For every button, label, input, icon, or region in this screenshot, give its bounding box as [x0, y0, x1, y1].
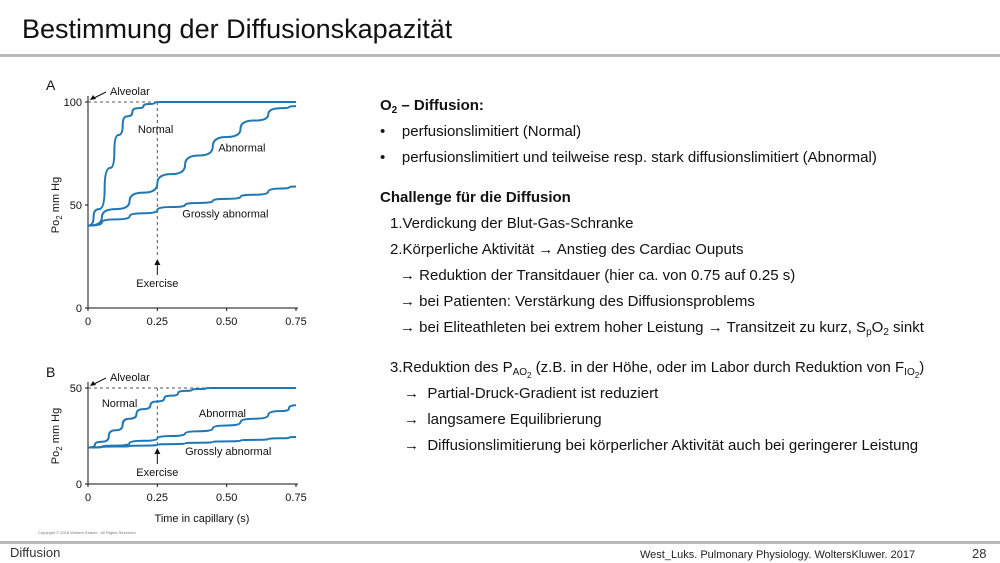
challenge-item-3: 3.Reduktion des $P_{AO_2}$ (z.B. in der Höhe, oder im Labor durch Reduktion von $F_{IO_2}$) [390, 359, 925, 380]
challenge-item-2: 2.Körperliche Aktivität → Anstieg des Cardiac Ouputs [390, 241, 744, 258]
arrow-icon: → [707, 319, 723, 336]
x-tick-label: 0.75 [285, 316, 307, 328]
x-tick-label: 0.75 [285, 492, 307, 504]
arrow-icon: → [400, 293, 415, 310]
x-tick-label: 0.25 [146, 492, 169, 504]
o2-bullet-1: • perfusionslimitiert (Normal) [380, 123, 582, 140]
footer-divider [0, 541, 1000, 544]
panel-label: B [46, 364, 56, 380]
challenge-item-2-sub-3: → bei Eliteathleten bei extrem hoher Leistung → Transitzeit zu kurz, $S_pO_2$ sinkt [400, 319, 924, 338]
x-tick-label: 0 [84, 492, 92, 504]
chart-panel-a [46, 77, 307, 328]
challenge-heading: Challenge für die Diffusion [380, 189, 571, 206]
exercise-label: Exercise [136, 467, 179, 479]
x-tick-label: 0 [84, 316, 92, 328]
exercise-arrowhead [154, 259, 160, 265]
series-label-grossly-abnormal: Grossly abnormal [185, 446, 272, 459]
series-label-normal: Normal [137, 123, 174, 136]
exercise-arrowhead [154, 448, 160, 454]
panel-label: A [46, 77, 56, 93]
figure-copyright: Copyright © 2016 Wolters Kluwer · All Rights Reserved [38, 530, 136, 535]
slide-title: Bestimmung der Diffusionskapazität [22, 14, 453, 44]
challenge-item-2-sub-2: → bei Patienten: Verstärkung des Diffusionsproblems [400, 293, 755, 310]
challenge-item-2-sub-1: → Reduktion der Transitdauer (hier ca. von 0.75 auf 0.25 s) [400, 267, 796, 284]
y-tick-label: 100 [63, 97, 82, 109]
arrow-icon: → [404, 437, 419, 454]
series-label-abnormal: Abnormal [218, 142, 266, 155]
y-axis-label: $Po_2$ mm Hg [50, 176, 64, 234]
arrow-icon: → [404, 385, 419, 402]
chart-panel-b [46, 364, 307, 525]
page-number: 28 [972, 546, 987, 561]
exercise-label: Exercise [136, 278, 179, 290]
slide-content [380, 93, 990, 459]
alveolar-label: Alveolar [110, 372, 150, 384]
y-tick-label: 50 [69, 200, 82, 212]
arrow-icon: → [404, 411, 419, 428]
footer-citation: West_Luks. Pulmonary Physiology. WoltersKluwer. 2017 [640, 549, 916, 561]
challenge-item-3-sub-2: → langsamere Equilibrierung [404, 411, 602, 428]
title-divider [0, 54, 1000, 57]
series-line-normal [88, 102, 296, 226]
alveolar-label: Alveolar [110, 86, 150, 98]
challenge-item-1: 1.Verdickung der Blut-Gas-Schranke [390, 215, 634, 232]
arrow-icon: → [400, 319, 415, 336]
diffusion-charts [0, 62, 360, 532]
challenge-item-3-sub-1: → Partial-Druck-Gradient ist reduziert [404, 385, 659, 402]
x-axis-label: Time in capillary (s) [154, 513, 250, 525]
x-tick-label: 0.50 [215, 316, 238, 328]
footer-section: Diffusion [10, 545, 61, 560]
o2-bullet-2: • perfusionslimitiert und teilweise resp. stark diffusionslimitiert (Abnormal) [380, 149, 877, 166]
challenge-item-3-sub-3: → Diffusionslimitierung bei körperlicher Aktivität auch bei geringerer Leistung [404, 437, 919, 454]
series-label-abnormal: Abnormal [198, 407, 247, 420]
y-tick-label: 50 [69, 383, 82, 395]
y-tick-label: 0 [75, 479, 82, 491]
y-tick-label: 0 [75, 303, 82, 315]
series-label-grossly-abnormal: Grossly abnormal [182, 208, 269, 221]
x-tick-label: 0.25 [146, 316, 169, 328]
x-tick-label: 0.50 [215, 492, 238, 504]
series-line-abnormal [88, 405, 296, 447]
arrow-icon: → [538, 241, 554, 258]
series-label-normal: Normal [101, 398, 138, 411]
arrow-icon: → [400, 267, 415, 284]
o2-heading: $O_2$ – Diffusion: [380, 97, 484, 116]
y-axis-label: $Po_2$ mm Hg [50, 407, 64, 465]
